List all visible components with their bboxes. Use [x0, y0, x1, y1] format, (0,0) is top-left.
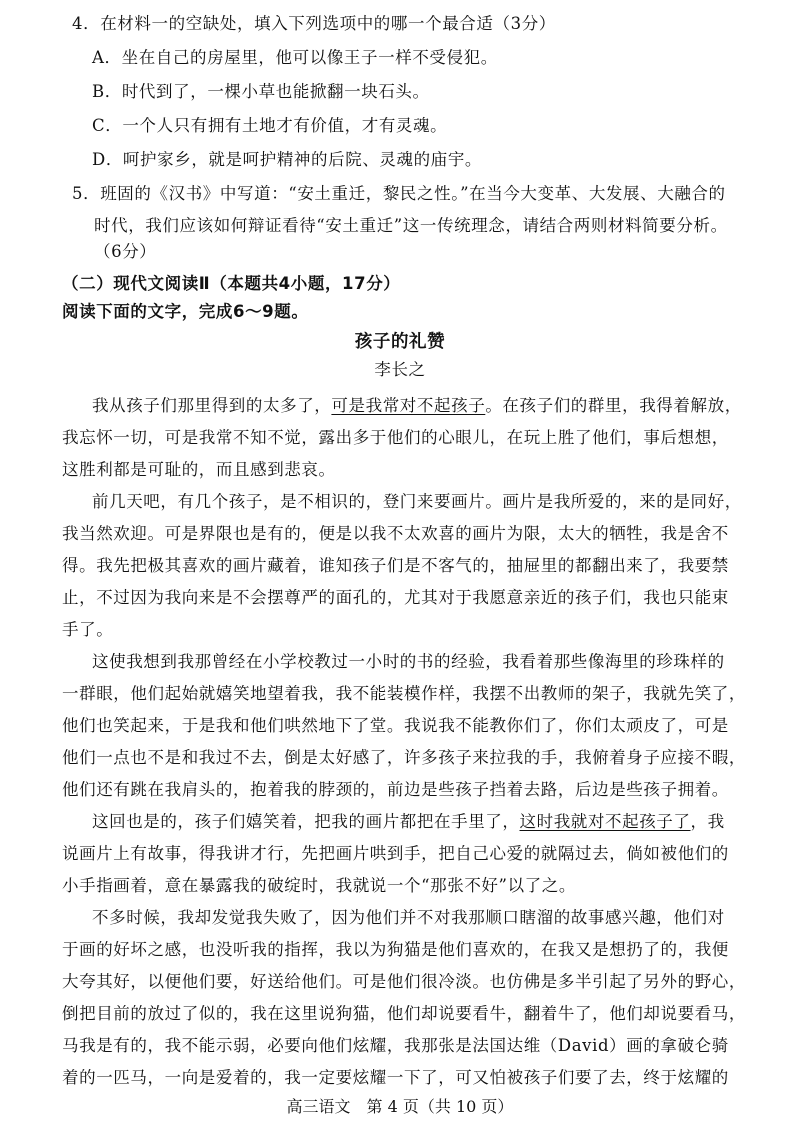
paragraph-2-line-1: 前几天吧，有几个孩子，是不相识的，登门来要画片。画片是我所爱的，来的是同好， [92, 492, 742, 511]
article-author: 李长之 [374, 360, 426, 379]
paragraph-2-line-3: 得。我先把极其喜欢的画片藏着，谁知孩子们是不客气的，抽屉里的都翻出来了，我要禁 [62, 556, 729, 575]
paragraph-1-text: 我从孩子们那里得到的太多了， [92, 396, 332, 415]
paragraph-5-line-5: 马我是有的，我不能示弱，必要向他们炫耀，我那张是法国达维（David）画的拿破仑骑 [62, 1036, 729, 1055]
underlined-sentence-2: 这时我就对不起孩子了 [519, 812, 691, 831]
paragraph-4-line-3: 小手指画着，意在暴露我的破绽时，我就说一个“那张不好”以了之。 [62, 876, 576, 895]
paragraph-1-text-cont: 。在孩子们的群里，我得着解放， [485, 396, 742, 415]
paragraph-4-line-1 [92, 810, 800, 834]
section-heading: （二）现代文阅读Ⅱ（本题共4小题，17分） [62, 274, 401, 293]
paragraph-5-line-6: 着的一匹马，一向是爱着的，我一定要炫耀一下了，可又怕被孩子们要了去，终于炫耀的 [62, 1068, 729, 1087]
page-footer: 高三语文 第 4 页（共 10 页） [286, 1097, 514, 1116]
underlined-sentence-1: 可是我常对不起孩子 [331, 396, 486, 415]
paragraph-2-line-4: 止，不过因为我向来是不会摆尊严的面孔的，尤其对于我愿意亲近的孩子们，我也只能束 [62, 588, 729, 607]
paragraph-4-text-cont: ，我 [690, 812, 725, 831]
paragraph-2-line-5: 手了。 [62, 620, 114, 639]
question4-option-d: D．呵护家乡，就是呵护精神的后院、灵魂的庙宇。 [92, 150, 483, 169]
question4-option-a: A．坐在自己的房屋里，他可以像王子一样不受侵犯。 [92, 48, 498, 67]
paragraph-5-line-1: 不多时候，我却发觉我失败了，因为他们并不对我那顺口瞎溜的故事感兴趣，他们对 [92, 908, 725, 927]
paragraph-4-text: 这回也是的，孩子们嬉笑着，把我的画片都把在手里了， [92, 812, 520, 831]
question4-stem: 4．在材料一的空缺处，填入下列选项中的哪一个最合适（3分） [72, 14, 556, 33]
paragraph-5-line-2: 于画的好坏之感，也没听我的指挥，我以为狗猫是他们喜欢的，在我又是想扔了的，我便 [62, 940, 729, 959]
article-title: 孩子的礼赞 [354, 332, 446, 352]
paragraph-4-line-2: 说画片上有故事，得我讲才行，先把画片哄到手，把自己心爱的就隔过去，倘如被他们的 [62, 844, 729, 863]
paragraph-3-line-4: 他们一点也不是和我过不去，倒是太好感了，许多孩子来拉我的手，我俯着身子应接不暇， [62, 748, 746, 767]
paragraph-5-line-3: 大夸其好，以便他们要，好送给他们。可是他们很冷淡。也仿佛是多半引起了另外的野心， [62, 972, 746, 991]
paragraph-1-line-1 [92, 394, 800, 418]
paragraph-3-line-1: 这使我想到我那曾经在小学校教过一小时的书的经验，我看着那些像海里的珍珠样的 [92, 652, 725, 671]
paragraph-3-line-3: 他们也笑起来，于是我和他们哄然地下了堂。我说我不能教你们了，你们太顽皮了，可是 [62, 716, 729, 735]
question5-line1: 5．班固的《汉书》中写道：“安土重迁，黎民之性。”在当今大变革、大发展、大融合的 [72, 184, 726, 203]
section-instruction: 阅读下面的文字，完成6～9题。 [62, 302, 309, 321]
paragraph-3-line-5: 他们还有跳在我肩头的，抱着我的脖颈的，前边是些孩子挡着去路，后边是些孩子拥着。 [62, 780, 729, 799]
question4-option-c: C．一个人只有拥有土地才有价值，才有灵魂。 [92, 116, 448, 135]
question4-option-b: B．时代到了，一棵小草也能掀翻一块石头。 [92, 82, 430, 101]
question5-line2: 时代，我们应该如何辩证看待“安土重迁”这一传统理念，请结合两则材料简要分析。 [94, 216, 728, 235]
question5-points: （6分） [94, 242, 157, 261]
paragraph-1-line-3: 这胜利都是可耻的，而且感到悲哀。 [62, 460, 336, 479]
paragraph-2-line-2: 我当然欢迎。可是界限也是有的，便是以我不太欢喜的画片为限，太大的牺牲，我是舍不 [62, 524, 729, 543]
paragraph-5-line-4: 倒把目前的放过了似的，我在这里说狗猫，他们却说要看牛，翻着牛了，他们却说要看马， [62, 1004, 746, 1023]
paragraph-1-line-2: 我忘怀一切，可是我常不知不觉，露出多于他们的心眼儿，在玩上胜了他们，事后想想， [62, 428, 729, 447]
paragraph-3-line-2: 一群眼，他们起始就嬉笑地望着我，我不能装模作样，我摆不出教师的架子，我就先笑了， [62, 684, 746, 703]
